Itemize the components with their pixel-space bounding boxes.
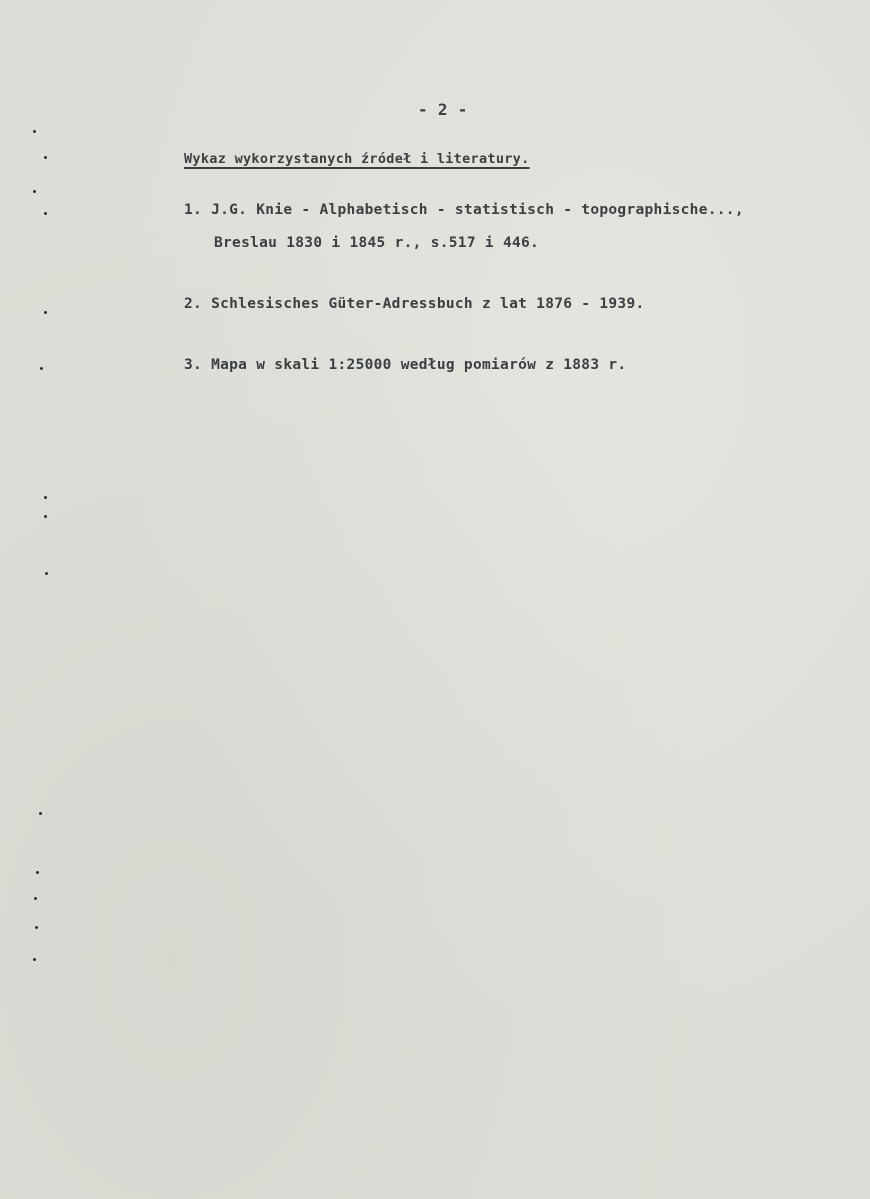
margin-speck — [45, 572, 48, 575]
margin-speck — [33, 190, 36, 193]
margin-speck — [36, 871, 39, 874]
page-number: - 2 - — [418, 100, 468, 119]
margin-speck — [44, 496, 47, 499]
margin-speck — [33, 958, 36, 961]
margin-speck — [34, 897, 37, 900]
margin-speck — [35, 926, 38, 929]
bibliography-item-1-line-1: 1. J.G. Knie - Alphabetisch - statistisch - topographische..., — [184, 202, 744, 218]
margin-speck — [44, 311, 47, 314]
margin-speck — [44, 156, 47, 159]
margin-speck — [44, 212, 47, 215]
margin-speck — [33, 130, 36, 133]
bibliography-item-1-line-2: Breslau 1830 i 1845 r., s.517 i 446. — [214, 235, 540, 251]
margin-speck — [44, 515, 47, 518]
bibliography-item-3: 3. Mapa w skali 1:25000 według pomiarów z 1883 r. — [184, 357, 627, 373]
document-heading: Wykaz wykorzystanych źródeł i literatury. — [184, 151, 530, 167]
margin-speck — [39, 812, 42, 815]
bibliography-item-2: 2. Schlesisches Güter-Adressbuch z lat 1876 - 1939. — [184, 296, 645, 312]
margin-speck — [40, 367, 43, 370]
